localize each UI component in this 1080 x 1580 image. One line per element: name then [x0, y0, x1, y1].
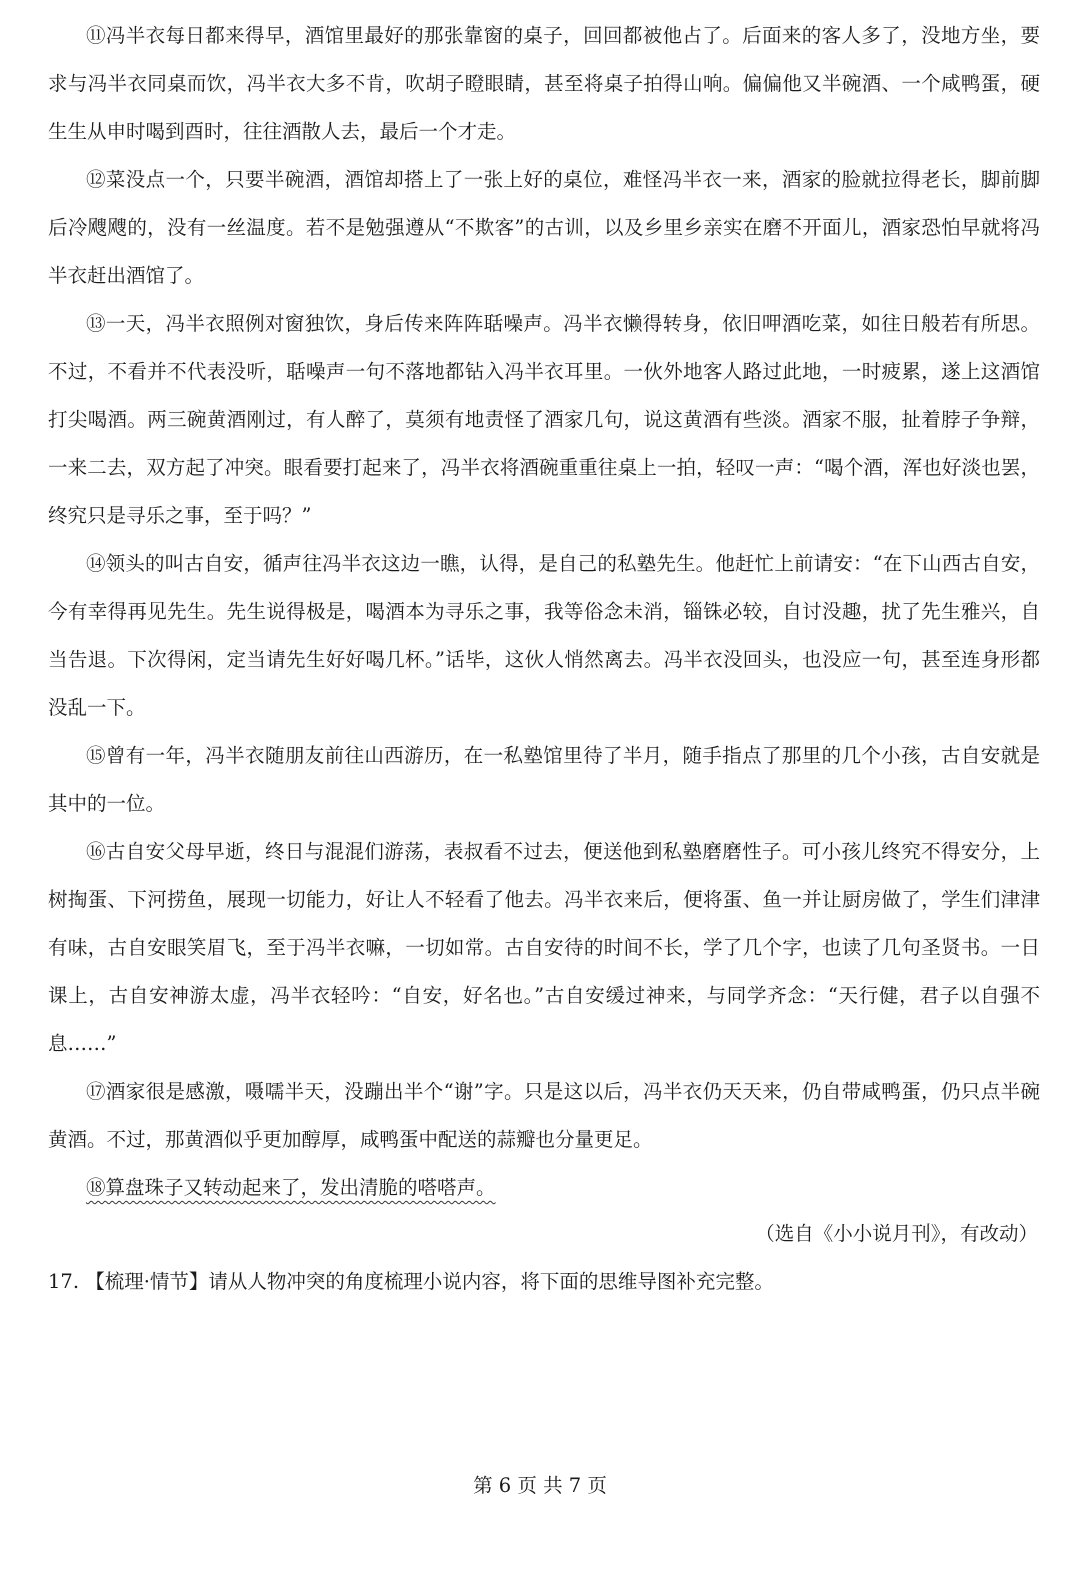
question-17: 17. 【梳理·情节】请从人物冲突的角度梳理小说内容，将下面的思维导图补充完整。: [48, 1270, 774, 1293]
paragraph-17: ⑰酒家很是感激，嗫嚅半天，没蹦出半个“谢”字。只是这以后，冯半衣仍天天来，仍自带咸鸭蛋，仍只点半碗黄酒。不过，那黄酒似乎更加醇厚，咸鸭蛋中配送的蒜瓣也分量更足。: [48, 1080, 1040, 1151]
article-body: [48, 12, 1040, 1212]
paragraph-11: ⑪冯半衣每日都来得早，酒馆里最好的那张靠窗的桌子，回回都被他占了。后面来的客人多了，没地方坐，要求与冯半衣同桌而饮，冯半衣大多不肯，吹胡子瞪眼睛，甚至将桌子拍得山响。偏偏他又半碗酒、一个咸鸭蛋，硬生生从申时喝到酉时，往往酒散人去，最后一个才走。: [48, 24, 1040, 143]
page-number: 第 6 页 共 7 页: [473, 1474, 607, 1497]
paragraph-18: [48, 1164, 1040, 1212]
paragraph-13: ⑬一天，冯半衣照例对窗独饮，身后传来阵阵聒噪声。冯半衣懒得转身，依旧呷酒吃菜，如往日般若有所思。不过，不看并不代表没听，聒噪声一句不落地都钻入冯半衣耳里。一伙外地客人路过此地，一时疲累，遂上这酒馆打尖喝酒。两三碗黄酒刚过，有人醉了，莫须有地责怪了酒家几句，说这黄酒有些淡。酒家不服，扯着脖子争辩，一来二去，双方起了冲突。眼看要打起来了，冯半衣将酒碗重重往桌上一拍，轻叹一声：“喝个酒，浑也好淡也罢，终究只是寻乐之事，至于吗？”: [48, 312, 1040, 527]
paragraph-14: ⑭领头的叫古自安，循声往冯半衣这边一瞧，认得，是自己的私塾先生。他赶忙上前请安：“在下山西古自安，今有幸得再见先生。先生说得极是，喝酒本为寻乐之事，我等俗念未消，锱铢必较，自讨没趣，扰了先生雅兴，自当告退。下次得闲，定当请先生好好喝几杯。”话毕，这伙人悄然离去。冯半衣没回头，也没应一句，甚至连身形都没乱一下。: [48, 552, 1040, 719]
wavy-underlined-sentence: ⑱算盘珠子又转动起来了，发出清脆的嗒嗒声。: [86, 1176, 496, 1199]
article-source: （选自《小小说月刊》，有改动）: [755, 1222, 1038, 1245]
paragraph-15: ⑮曾有一年，冯半衣随朋友前往山西游历，在一私塾馆里待了半月，随手指点了那里的几个小孩，古自安就是其中的一位。: [48, 744, 1040, 815]
paragraph-16: ⑯古自安父母早逝，终日与混混们游荡，表叔看不过去，便送他到私塾磨磨性子。可小孩儿终究不得安分，上树掏蛋、下河捞鱼，展现一切能力，好让人不轻看了他去。冯半衣来后，便将蛋、鱼一并让厨房做了，学生们津津有味，古自安眼笑眉飞，至于冯半衣嘛，一切如常。古自安待的时间不长，学了几个字，也读了几句圣贤书。一日课上，古自安神游太虚，冯半衣轻吟：“自安，好名也。”古自安缓过神来，与同学齐念：“天行健，君子以自强不息……”: [48, 840, 1040, 1055]
paragraph-12: ⑫菜没点一个，只要半碗酒，酒馆却搭上了一张上好的桌位，难怪冯半衣一来，酒家的脸就拉得老长，脚前脚后冷飕飕的，没有一丝温度。若不是勉强遵从“不欺客”的古训，以及乡里乡亲实在磨不开面儿，酒家恐怕早就将冯半衣赶出酒馆了。: [48, 168, 1040, 287]
